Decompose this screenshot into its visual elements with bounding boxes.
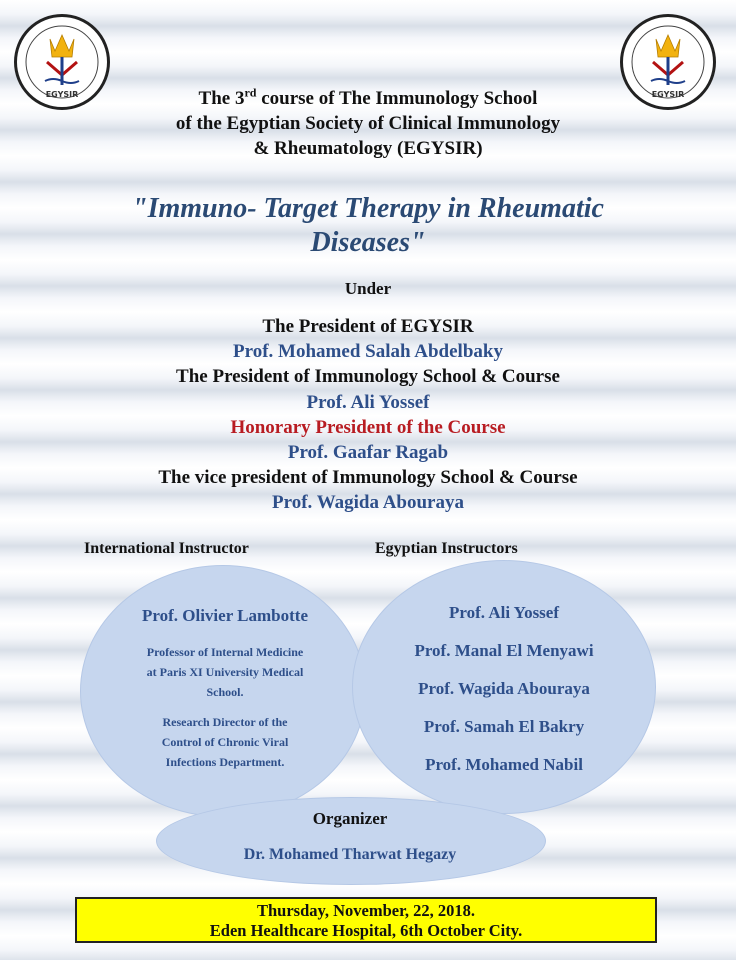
logo-text: EGYSIR — [45, 90, 79, 99]
international-instructor-role: Research Director of the Control of Chronic Viral Infections Department. — [161, 715, 289, 769]
egysir-logo-left — [14, 14, 110, 110]
header-line-3: & Rheumatology (EGYSIR) — [253, 138, 483, 159]
patron-line: The President of Immunology School & Course — [176, 366, 560, 388]
patron-line: Prof. Mohamed Salah Abdelbaky — [233, 341, 503, 363]
international-instructor-name: Prof. Olivier Lambotte — [141, 606, 309, 625]
header-line-2: of the Egyptian Society of Clinical Immunology — [175, 113, 561, 134]
organizer-name: Dr. Mohamed Tharwat Hegazy — [243, 846, 457, 863]
event-date: Thursday, November, 22, 2018. — [256, 901, 476, 920]
organizer-heading: Organizer — [312, 809, 388, 828]
title-line-2: Diseases" — [310, 227, 426, 258]
patrons-list — [0, 314, 736, 516]
patron-line: Prof. Gaafar Ragab — [287, 442, 449, 464]
course-header — [100, 86, 636, 161]
patron-line: The President of EGYSIR — [262, 316, 474, 337]
international-instructor-heading: International Instructor — [84, 540, 249, 557]
egyptian-instructor-name: Prof. Ali Yossef — [448, 603, 560, 622]
egyptian-instructor-name: Prof. Manal El Menyawi — [414, 641, 594, 660]
patron-line: The vice president of Immunology School & Course — [158, 467, 578, 489]
international-instructor-title: Professor of Internal Medicine at Paris XI University Medical School. — [146, 645, 304, 699]
egyptian-instructor-name: Prof. Wagida Abouraya — [418, 679, 590, 698]
patron-line: Honorary President of the Course — [230, 416, 506, 438]
egyptian-instructor-name: Prof. Samah El Bakry — [423, 717, 585, 736]
event-date-location-box — [75, 897, 657, 943]
under-label: Under — [344, 279, 392, 298]
egyptian-instructor-name: Prof. Mohamed Nabil — [425, 755, 583, 774]
course-title — [60, 192, 676, 260]
patron-line: Prof. Ali Yossef — [306, 391, 430, 413]
header-line-1: The 3rd course of The Immunology School — [198, 85, 538, 109]
logo-text: EGYSIR — [651, 90, 685, 99]
event-location: Eden Healthcare Hospital, 6th October City. — [209, 921, 523, 940]
title-line-1: "Immuno- Target Therapy in Rheumatic — [132, 193, 604, 224]
egyptian-instructors-heading: Egyptian Instructors — [375, 540, 518, 557]
patron-line: Prof. Wagida Abouraya — [272, 492, 464, 514]
